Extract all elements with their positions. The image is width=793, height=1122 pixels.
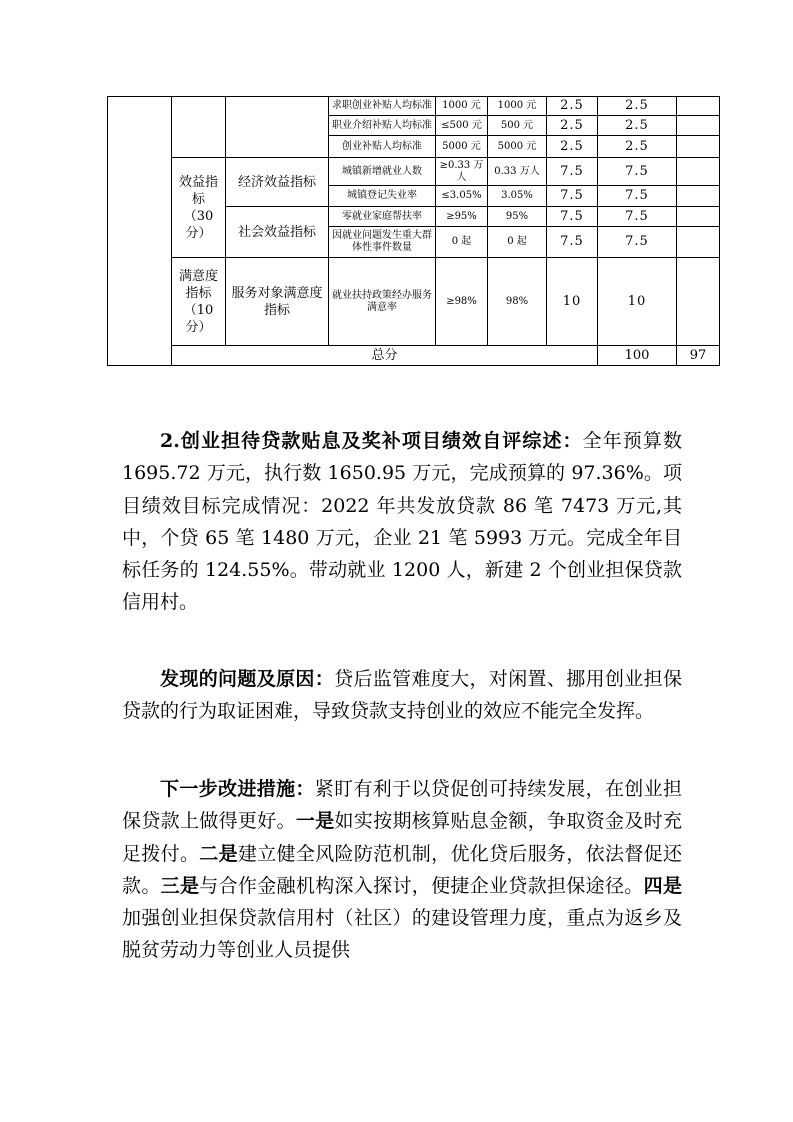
weight-value: 10 (547, 258, 598, 346)
point-4-keyword: 四是 (643, 874, 682, 897)
empty-cell (677, 207, 720, 227)
indicator-name: 城镇登记失业率 (329, 186, 436, 207)
empty-cell (677, 158, 720, 186)
empty-cell (677, 97, 720, 116)
target-value: ≥95% (436, 207, 488, 227)
target-value: ≥0.33 万人 (436, 158, 488, 186)
empty-cell (226, 97, 329, 158)
point-1-keyword: 一是 (295, 810, 335, 833)
empty-cell (677, 258, 720, 346)
score-value: 2.5 (598, 136, 677, 158)
total-weight: 100 (598, 346, 677, 366)
indicator-name: 求职创业补贴人均标准 (329, 97, 436, 116)
improvement-section (122, 773, 682, 967)
actual-value: 1000 元 (488, 97, 547, 116)
empty-cell (677, 227, 720, 258)
target-value: ≤500 元 (436, 116, 488, 136)
section-heading: 2.创业担待贷款贴息及奖补项目绩效自评综述： (160, 430, 583, 452)
indicator-name: 零就业家庭帮扶率 (329, 207, 436, 227)
weight-value: 2.5 (547, 136, 598, 158)
econ-benefit-label: 经济效益指标 (226, 158, 329, 207)
empty-cell (677, 116, 720, 136)
target-value: 0 起 (436, 227, 488, 258)
point-3-keyword: 三是 (160, 874, 200, 897)
target-value: ≤3.05% (436, 186, 488, 207)
target-value: 1000 元 (436, 97, 488, 116)
problems-body: 贷后监管难度大，对闲置、挪用创业担保贷款的行为取证困难，导致贷款支持创业的效应不能完全发挥。 (122, 668, 682, 723)
point-4-text: 加强创业担保贷款信用村（社区）的建设管理力度，重点为返乡及脱贫劳动力等创业人员提供 (122, 907, 682, 962)
service-satisfaction-label: 服务对象满意度指标 (226, 258, 329, 346)
actual-value: 95% (488, 207, 547, 227)
actual-value: 500 元 (488, 116, 547, 136)
empty-cell (677, 136, 720, 158)
indicator-name: 城镇新增就业人数 (329, 158, 436, 186)
point-2-keyword: 二是 (199, 842, 238, 865)
score-value: 7.5 (598, 186, 677, 207)
score-value: 2.5 (598, 116, 677, 136)
problems-section (122, 663, 682, 728)
improvement-intro: 紧盯有利于以贷促创可持续发展，在创业担保贷款上做得更好。 (122, 778, 682, 833)
target-value: ≥98% (436, 258, 488, 346)
indicator-name: 职业介绍补贴人均标准 (329, 116, 436, 136)
section-2-summary (122, 425, 682, 619)
actual-value: 5000 元 (488, 136, 547, 158)
problems-heading: 发现的问题及原因： (160, 668, 335, 690)
actual-value: 98% (488, 258, 547, 346)
empty-cell (108, 97, 172, 366)
total-label: 总分 (172, 346, 598, 366)
satisfaction-indicator-label: 满意度 指标 （10 分） (172, 258, 226, 346)
score-value: 2.5 (598, 97, 677, 116)
section-body: 全年预算数 1695.72 万元，执行数 1650.95 万元，完成预算的 97.36%。项目绩效目标完成情况：2022 年共发放贷款 86 笔 7473 万元,其中，个贷 65 笔 1480 万元，企业 21 笔 5993 万元。完成全年目标任务的 124.55%。带动就业 1200 人，新建 2 个创业担保贷款信用村。 (122, 430, 682, 614)
actual-value: 3.05% (488, 186, 547, 207)
score-value: 7.5 (598, 227, 677, 258)
actual-value: 0.33 万人 (488, 158, 547, 186)
empty-cell (677, 186, 720, 207)
empty-cell (172, 97, 226, 158)
indicator-name: 就业扶持政策经办服务满意率 (329, 258, 436, 346)
benefit-indicator-label: 效益指 标 （30 分） (172, 158, 226, 258)
score-value: 7.5 (598, 158, 677, 186)
weight-value: 7.5 (547, 207, 598, 227)
point-3-text: 与合作金融机构深入探讨，便捷企业贷款担保途径。 (199, 874, 644, 897)
point-2-text: 建立健全风险防范机制，优化贷后服务，依法督促还款。 (122, 842, 682, 897)
actual-value: 0 起 (488, 227, 547, 258)
performance-table (107, 96, 720, 366)
indicator-name: 因就业问题发生重大群体性事件数量 (329, 227, 436, 258)
weight-value: 7.5 (547, 186, 598, 207)
score-value: 10 (598, 258, 677, 346)
social-benefit-label: 社会效益指标 (226, 207, 329, 258)
score-value: 7.5 (598, 207, 677, 227)
weight-value: 2.5 (547, 116, 598, 136)
indicator-name: 创业补贴人均标准 (329, 136, 436, 158)
weight-value: 2.5 (547, 97, 598, 116)
improvement-heading: 下一步改进措施： (160, 778, 315, 800)
target-value: 5000 元 (436, 136, 488, 158)
total-score: 97 (677, 346, 720, 366)
point-1-text: 如实按期核算贴息金额，争取资金及时充足拨付。 (122, 810, 682, 865)
weight-value: 7.5 (547, 158, 598, 186)
weight-value: 7.5 (547, 227, 598, 258)
